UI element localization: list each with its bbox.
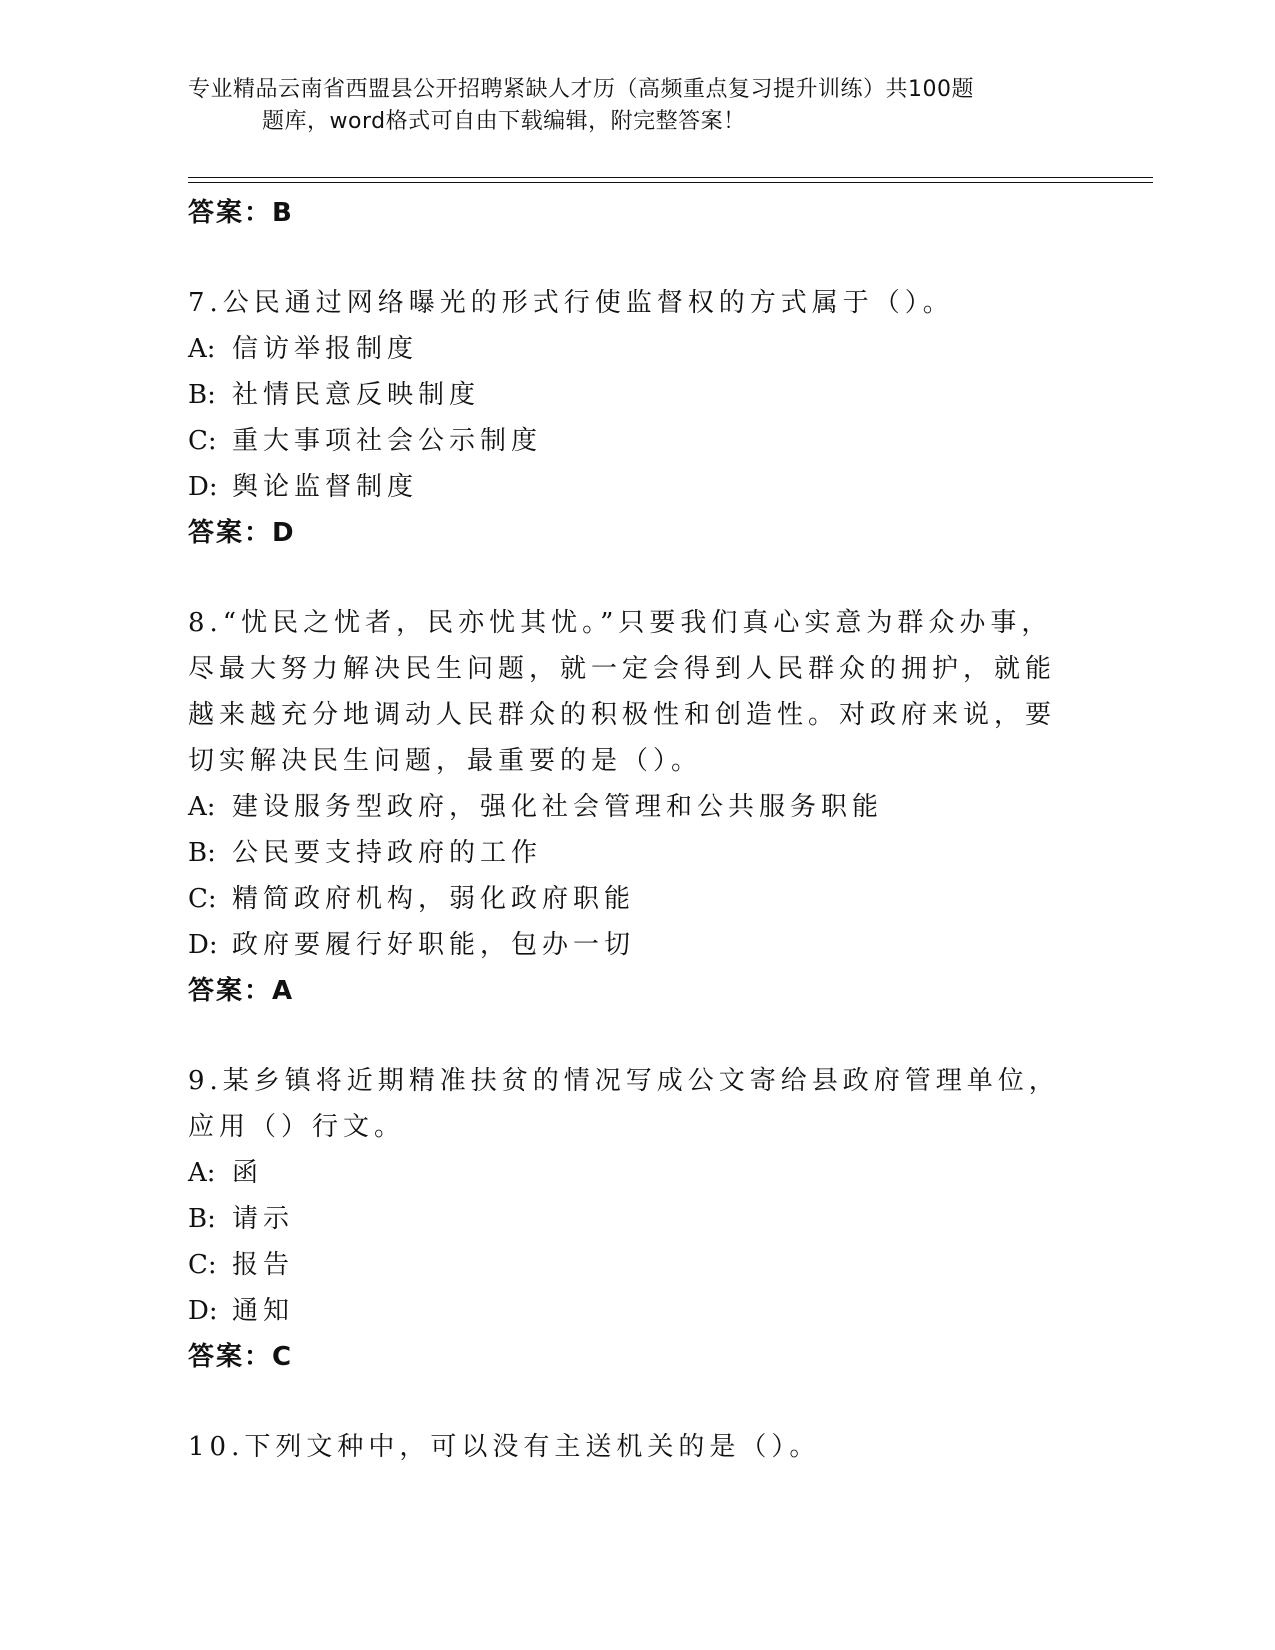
option-a	[188, 784, 1068, 830]
option-d	[188, 1288, 1068, 1334]
question-stem: 10.下列文种中，可以没有主送机关的是（）。	[188, 1432, 821, 1462]
option-text: 报告	[232, 1250, 295, 1280]
option-text: 建设服务型政府，强化社会管理和公共服务职能	[232, 792, 884, 822]
option-a	[188, 326, 1068, 372]
option-text: 函	[232, 1158, 264, 1188]
option-c	[188, 418, 1068, 464]
answer-line: 答案：C	[188, 1342, 294, 1372]
option-b	[188, 1196, 1068, 1242]
option-text: 重大事项社会公示制度	[232, 426, 543, 456]
option-text: 通知	[232, 1296, 295, 1326]
option-text: 政府要履行好职能，包办一切	[232, 930, 636, 960]
question-block	[188, 280, 1068, 556]
question-block	[188, 1424, 1068, 1470]
answer-line: 答案：D	[188, 518, 296, 548]
option-a	[188, 1150, 1068, 1196]
option-text: 请示	[232, 1204, 295, 1234]
answer-line: 答案：A	[188, 976, 295, 1006]
page-header	[188, 74, 1068, 138]
header-rule-bottom	[188, 182, 1153, 183]
option-key: C:	[188, 884, 217, 914]
option-key: A:	[188, 334, 216, 364]
question-block	[188, 600, 1068, 1014]
option-c	[188, 1242, 1068, 1288]
option-text: 信访举报制度	[232, 334, 419, 364]
option-key: B:	[188, 1204, 216, 1234]
option-key: C:	[188, 1250, 217, 1280]
header-line-1: 专业精品云南省西盟县公开招聘紧缺人才历（高频重点复习提升训练）共100题	[188, 77, 974, 102]
option-key: C:	[188, 426, 217, 456]
question-stem: 7.公民通过网络曝光的形式行使监督权的方式属于（）。	[188, 288, 954, 318]
header-line-2: 题库，word格式可自由下载编辑，附完整答案！	[262, 109, 746, 134]
answer-line: 答案：B	[188, 198, 294, 228]
option-text: 精简政府机构，弱化政府职能	[232, 884, 636, 914]
option-d	[188, 464, 1068, 510]
question-stem: 9.某乡镇将近期精准扶贫的情况写成公文寄给县政府管理单位，应用（）行文。	[188, 1066, 1060, 1142]
option-key: D:	[188, 1296, 218, 1326]
question-list	[188, 190, 1068, 1470]
option-d	[188, 922, 1068, 968]
option-key: A:	[188, 792, 216, 822]
header-rule-top	[188, 177, 1153, 178]
question-block	[188, 1058, 1068, 1380]
option-b	[188, 830, 1068, 876]
option-text: 社情民意反映制度	[232, 380, 481, 410]
option-b	[188, 372, 1068, 418]
option-key: B:	[188, 380, 216, 410]
option-key: D:	[188, 930, 218, 960]
option-c	[188, 876, 1068, 922]
question-stem: 8.“忧民之忧者，民亦忧其忧。”只要我们真心实意为群众办事，尽最大努力解决民生问题，就一定会得到人民群众的拥护，就能越来越充分地调动人民群众的积极性和创造性。对政府来说，要切实解决民生问题，最重要的是（）。	[188, 608, 1057, 776]
option-key: B:	[188, 838, 216, 868]
option-key: D:	[188, 472, 218, 502]
option-key: A:	[188, 1158, 216, 1188]
option-text: 舆论监督制度	[232, 472, 419, 502]
option-text: 公民要支持政府的工作	[232, 838, 543, 868]
